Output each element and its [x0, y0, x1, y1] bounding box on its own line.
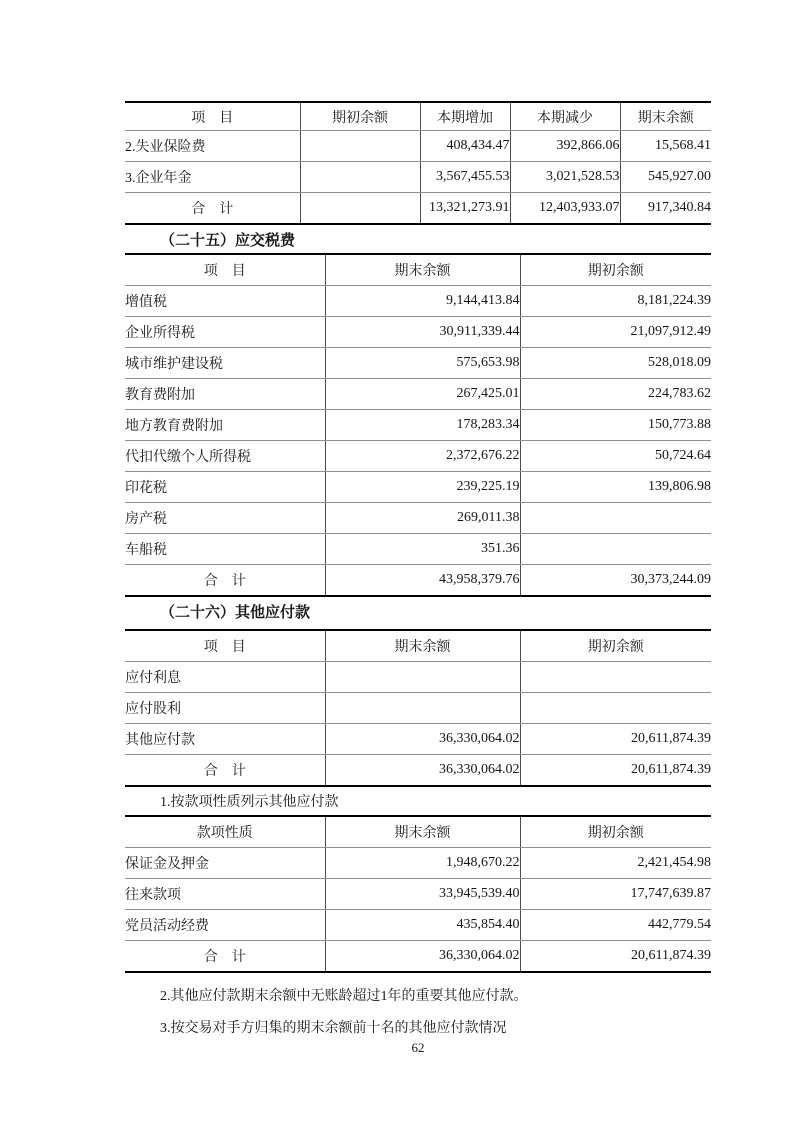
cell-closing: 178,283.34: [325, 410, 520, 441]
cell-closing: 36,330,064.02: [325, 724, 520, 755]
cell-item: 代扣代缴个人所得税: [125, 441, 325, 472]
cell-decrease: 12,403,933.07: [510, 193, 620, 225]
table-total-row: [125, 941, 711, 973]
column-header-opening-balance: 期初余额: [520, 254, 711, 286]
cell-closing: 30,911,339.44: [325, 317, 520, 348]
cell-closing: 9,144,413.84: [325, 286, 520, 317]
cell-closing: 269,011.38: [325, 503, 520, 534]
cell-closing: 435,854.40: [325, 910, 520, 941]
table-header-row: [125, 630, 711, 662]
cell-opening: 21,097,912.49: [520, 317, 711, 348]
cell-item: 3.企业年金: [125, 162, 300, 193]
table-header-row: [125, 816, 711, 848]
other-payables-table: [125, 629, 711, 787]
table-total-row: [125, 193, 711, 225]
cell-opening: 150,773.88: [520, 410, 711, 441]
cell-closing: 575,653.98: [325, 348, 520, 379]
table-row: [125, 162, 711, 193]
cell-total-label: 合 计: [191, 202, 234, 217]
cell-closing: 36,330,064.02: [325, 755, 520, 787]
cell-opening: 528,018.09: [520, 348, 711, 379]
note-by-nature: 1.按款项性质列示其他应付款: [160, 795, 339, 810]
section-heading-taxes-payable: （二十五）应交税费: [160, 233, 296, 249]
cell-item: 党员活动经费: [125, 910, 325, 941]
cell-opening: 8,181,224.39: [520, 286, 711, 317]
cell-opening: 20,611,874.39: [520, 724, 711, 755]
page-content: [125, 101, 711, 1041]
cell-item: 保证金及押金: [125, 848, 325, 879]
column-header-opening-balance: 期初余额: [520, 630, 711, 662]
note-top-ten: 3.按交易对手方归集的期末余额前十名的其他应付款情况: [160, 1021, 507, 1036]
cell-increase: 13,321,273.91: [420, 193, 510, 225]
cell-item: 2.失业保险费: [125, 131, 300, 162]
table-row: [125, 662, 711, 693]
table-row: [125, 534, 711, 565]
cell-closing: 351.36: [325, 534, 520, 565]
table-row: [125, 379, 711, 410]
cell-opening: [520, 503, 711, 534]
other-payables-by-nature-table: [125, 815, 711, 973]
table-row: [125, 472, 711, 503]
cell-closing: [325, 662, 520, 693]
cell-opening: 20,611,874.39: [520, 941, 711, 973]
cell-closing: 917,340.84: [620, 193, 711, 225]
column-header-closing-balance: 期末余额: [325, 630, 520, 662]
note-aging: 2.其他应付款期末余额中无账龄超过1年的重要其他应付款。: [160, 989, 528, 1004]
table-header-row: [125, 102, 711, 131]
column-header-opening-balance: 期初余额: [520, 816, 711, 848]
cell-total-label: 合 计: [203, 950, 246, 965]
table-row: [125, 503, 711, 534]
cell-item: 往来款项: [125, 879, 325, 910]
table-row: [125, 317, 711, 348]
cell-opening: 30,373,244.09: [520, 565, 711, 597]
cell-total-label: 合 计: [203, 574, 246, 589]
cell-opening: 224,783.62: [520, 379, 711, 410]
cell-closing: 239,225.19: [325, 472, 520, 503]
table-row: [125, 848, 711, 879]
column-header-closing-balance: 期末余额: [620, 102, 711, 131]
cell-item: 应付利息: [125, 662, 325, 693]
cell-opening: [520, 534, 711, 565]
cell-item: 地方教育费附加: [125, 410, 325, 441]
cell-opening: [520, 693, 711, 724]
cell-closing: 33,945,539.40: [325, 879, 520, 910]
cell-increase: 3,567,455.53: [420, 162, 510, 193]
table-header-row: [125, 254, 711, 286]
cell-closing: 267,425.01: [325, 379, 520, 410]
cell-item: 其他应付款: [125, 724, 325, 755]
cell-closing: 43,958,379.76: [325, 565, 520, 597]
cell-opening: 17,747,639.87: [520, 879, 711, 910]
column-header-item: 项 目: [125, 102, 300, 131]
cell-closing: 1,948,670.22: [325, 848, 520, 879]
cell-item: 企业所得税: [125, 317, 325, 348]
insurance-continuation-table: [125, 101, 711, 225]
page-number: 62: [411, 1040, 425, 1055]
section-heading-other-payables: （二十六）其他应付款: [160, 605, 311, 621]
cell-total-label: 合 计: [203, 764, 246, 779]
cell-opening: 2,421,454.98: [520, 848, 711, 879]
table-row: [125, 910, 711, 941]
table-row: [125, 348, 711, 379]
table-row: [125, 131, 711, 162]
cell-item: 车船税: [125, 534, 325, 565]
cell-closing: 15,568.41: [620, 131, 711, 162]
column-header-decrease: 本期减少: [510, 102, 620, 131]
cell-item: 房产税: [125, 503, 325, 534]
table-row: [125, 410, 711, 441]
column-header-nature: 款项性质: [125, 816, 325, 848]
cell-opening: 139,806.98: [520, 472, 711, 503]
cell-opening: 20,611,874.39: [520, 755, 711, 787]
table-row: [125, 286, 711, 317]
cell-opening: [300, 131, 420, 162]
table-row: [125, 441, 711, 472]
cell-opening: [300, 162, 420, 193]
table-total-row: [125, 565, 711, 597]
cell-opening: [520, 662, 711, 693]
cell-increase: 408,434.47: [420, 131, 510, 162]
table-total-row: [125, 755, 711, 787]
column-header-item: 项 目: [125, 630, 325, 662]
cell-opening: 442,779.54: [520, 910, 711, 941]
taxes-payable-table: [125, 253, 711, 597]
cell-opening: 50,724.64: [520, 441, 711, 472]
table-row: [125, 879, 711, 910]
cell-item: 城市维护建设税: [125, 348, 325, 379]
cell-item: 印花税: [125, 472, 325, 503]
column-header-closing-balance: 期末余额: [325, 254, 520, 286]
cell-item: 应付股利: [125, 693, 325, 724]
cell-closing: 545,927.00: [620, 162, 711, 193]
cell-closing: 2,372,676.22: [325, 441, 520, 472]
column-header-opening-balance: 期初余额: [300, 102, 420, 131]
table-row: [125, 724, 711, 755]
cell-decrease: 392,866.06: [510, 131, 620, 162]
column-header-closing-balance: 期末余额: [325, 816, 520, 848]
cell-closing: [325, 693, 520, 724]
column-header-item: 项 目: [125, 254, 325, 286]
cell-opening: [300, 193, 420, 225]
cell-item: 教育费附加: [125, 379, 325, 410]
column-header-increase: 本期增加: [420, 102, 510, 131]
table-row: [125, 693, 711, 724]
cell-closing: 36,330,064.02: [325, 941, 520, 973]
cell-decrease: 3,021,528.53: [510, 162, 620, 193]
cell-item: 增值税: [125, 286, 325, 317]
